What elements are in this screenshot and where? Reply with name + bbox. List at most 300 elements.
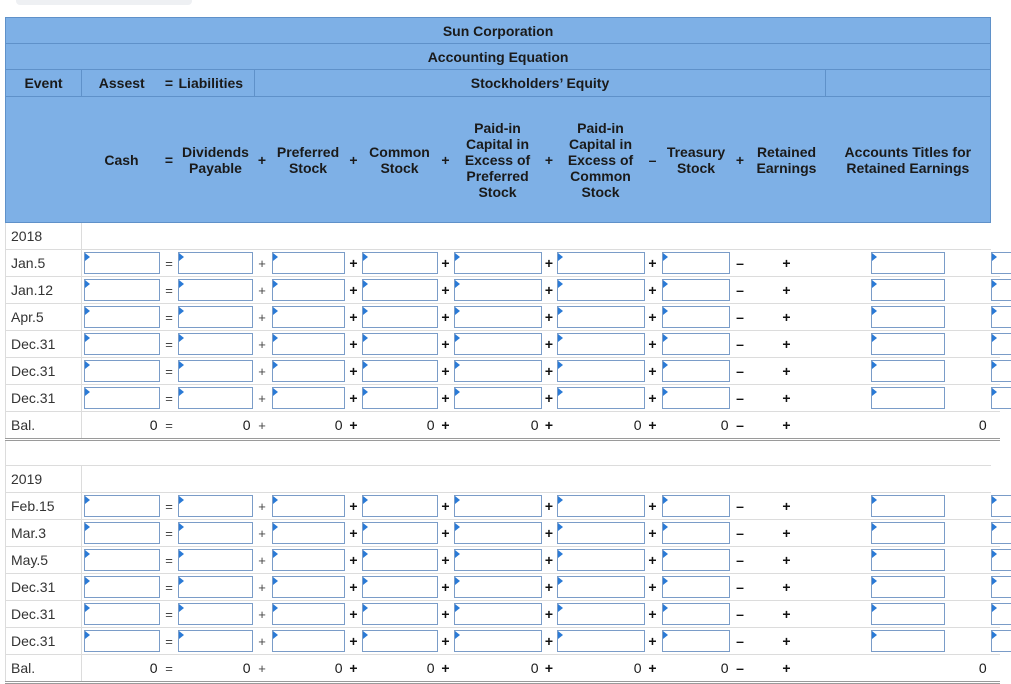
accounts-titles-input[interactable] xyxy=(991,576,1011,598)
pic-common-input[interactable] xyxy=(557,333,645,355)
pic-preferred-input[interactable] xyxy=(454,333,542,355)
accounts-titles-cell xyxy=(991,547,1000,574)
dividends-payable-input[interactable] xyxy=(178,252,253,274)
plus-operator: + xyxy=(439,574,453,601)
cash-cell xyxy=(82,547,162,574)
plus-operator: + xyxy=(347,277,361,304)
treasury-stock-cell xyxy=(660,250,733,277)
pic-preferred-input[interactable] xyxy=(454,522,542,544)
plus-operator: + xyxy=(646,547,660,574)
pic-preferred-input[interactable] xyxy=(454,576,542,598)
plus-operator: + xyxy=(255,304,270,331)
retained-earnings-cell xyxy=(826,250,991,277)
common-stock-input[interactable] xyxy=(362,306,438,328)
pic-preferred-cell xyxy=(453,493,543,520)
cash-cell xyxy=(82,304,162,331)
plus-operator: + xyxy=(439,412,453,440)
plus-operator: + xyxy=(255,493,270,520)
minus-operator: – xyxy=(733,304,748,331)
accounts-titles-balance xyxy=(991,655,1000,683)
pic-common-input[interactable] xyxy=(557,306,645,328)
plus-operator: + xyxy=(748,547,826,574)
pic-common-input[interactable] xyxy=(557,522,645,544)
plus-operator: + xyxy=(543,412,556,440)
equals-operator: = xyxy=(162,331,177,358)
common-stock-input[interactable] xyxy=(362,522,438,544)
dividends-payable-balance: 0 xyxy=(177,412,255,440)
equals-operator: = xyxy=(162,277,177,304)
plus-operator: + xyxy=(748,358,826,385)
plus-operator: + xyxy=(748,385,826,412)
plus-operator: + xyxy=(347,547,361,574)
plus-operator: + xyxy=(255,547,270,574)
pic-common-input[interactable] xyxy=(557,630,645,652)
pic-preferred-input[interactable] xyxy=(454,630,542,652)
treasury-stock-cell xyxy=(660,277,733,304)
year-row xyxy=(6,466,1001,493)
retained-earnings-cell xyxy=(826,574,991,601)
equals-operator: = xyxy=(162,493,177,520)
plus-operator: + xyxy=(439,493,453,520)
common-stock-input[interactable] xyxy=(362,630,438,652)
preferred-stock-cell xyxy=(270,277,347,304)
statement-subtitle: Accounting Equation xyxy=(6,44,991,70)
event-date: Dec.31 xyxy=(6,331,82,358)
accounts-titles-input[interactable] xyxy=(991,306,1011,328)
pic-common-input[interactable] xyxy=(557,360,645,382)
common-stock-input[interactable] xyxy=(362,387,438,409)
cash-balance: 0 xyxy=(82,655,162,683)
treasury-stock-cell xyxy=(660,358,733,385)
pic-common-cell xyxy=(556,520,646,547)
retained-earnings-input[interactable] xyxy=(871,630,945,652)
accounts-titles-input[interactable] xyxy=(991,333,1011,355)
cash-col-header: Cash xyxy=(82,97,162,223)
pic-preferred-header-line: Paid-in xyxy=(474,119,521,136)
retained-earnings-input[interactable] xyxy=(871,549,945,571)
cash-input[interactable] xyxy=(84,360,160,382)
common-stock-input[interactable] xyxy=(362,549,438,571)
event-date: Dec.31 xyxy=(6,385,82,412)
common-stock-cell xyxy=(361,601,439,628)
pic-preferred-cell xyxy=(453,520,543,547)
accounts-titles-input[interactable] xyxy=(991,549,1011,571)
dividends-payable-cell xyxy=(177,304,255,331)
preferred-stock-cell xyxy=(270,358,347,385)
plus-operator: + xyxy=(543,601,556,628)
plus-operator: + xyxy=(255,601,270,628)
plus-operator: + xyxy=(748,655,826,683)
cash-input[interactable] xyxy=(84,333,160,355)
preferred-stock-input[interactable] xyxy=(272,306,345,328)
equals-operator: = xyxy=(162,385,177,412)
treasury-stock-cell xyxy=(660,574,733,601)
preferred-stock-input[interactable] xyxy=(272,576,345,598)
minus-operator: – xyxy=(733,547,748,574)
plus-operator: + xyxy=(255,277,270,304)
accounts-titles-input[interactable] xyxy=(991,603,1011,625)
treasury-stock-input[interactable] xyxy=(662,549,730,571)
plus-operator: + xyxy=(347,628,361,655)
plus-operator: + xyxy=(439,358,453,385)
cash-input[interactable] xyxy=(84,387,160,409)
pic-preferred-input[interactable] xyxy=(454,252,542,274)
minus-operator: – xyxy=(733,412,748,440)
preferred-stock-input[interactable] xyxy=(272,603,345,625)
treasury-stock-cell xyxy=(660,601,733,628)
preferred-stock-cell xyxy=(270,493,347,520)
plus-operator: + xyxy=(748,574,826,601)
equals-operator: = xyxy=(162,628,177,655)
common-stock-cell xyxy=(361,358,439,385)
pic-common-input[interactable] xyxy=(557,387,645,409)
pic-preferred-header-line: Capital in xyxy=(465,135,529,152)
cash-cell xyxy=(82,520,162,547)
minus-operator: – xyxy=(733,520,748,547)
dividends-payable-cell xyxy=(177,250,255,277)
dividends-payable-cell xyxy=(177,493,255,520)
pic-preferred-input[interactable] xyxy=(454,495,542,517)
cash-input[interactable] xyxy=(84,279,160,301)
event-row xyxy=(6,358,1001,385)
dividends-payable-input[interactable] xyxy=(178,630,253,652)
retained-earnings-input[interactable] xyxy=(871,360,945,382)
pic-common-cell xyxy=(556,277,646,304)
dividends-payable-input[interactable] xyxy=(178,495,253,517)
retained-earnings-cell xyxy=(826,628,991,655)
retained-earnings-cell xyxy=(826,547,991,574)
treasury-stock-input[interactable] xyxy=(662,630,730,652)
event-date: Dec.31 xyxy=(6,358,82,385)
plus-operator: + xyxy=(439,331,453,358)
spacer-row xyxy=(6,440,1001,466)
accounts-titles-balance xyxy=(991,412,1000,440)
pic-preferred-cell xyxy=(453,331,543,358)
plus-operator: + xyxy=(255,358,270,385)
cash-input[interactable] xyxy=(84,603,160,625)
dividends-payable-input[interactable] xyxy=(178,279,253,301)
spacer-cell xyxy=(6,440,991,466)
cash-cell xyxy=(82,628,162,655)
plus-operator: + xyxy=(748,250,826,277)
retained-earnings-cell xyxy=(826,601,991,628)
common-stock-header-line: Stock xyxy=(380,159,419,176)
event-row xyxy=(6,331,1001,358)
common-stock-input[interactable] xyxy=(362,495,438,517)
minus-operator: – xyxy=(733,250,748,277)
plus-operator: + xyxy=(255,250,270,277)
dividends-payable-input[interactable] xyxy=(178,522,253,544)
preferred-stock-input[interactable] xyxy=(272,522,345,544)
plus-operator: + xyxy=(748,493,826,520)
accounts-titles-cell xyxy=(991,601,1000,628)
treasury-stock-input[interactable] xyxy=(662,252,730,274)
pic-preferred-cell xyxy=(453,277,543,304)
minus-operator: – xyxy=(733,628,748,655)
plus-operator: + xyxy=(439,601,453,628)
equals-op-header: = xyxy=(162,97,177,223)
minus-operator: – xyxy=(733,358,748,385)
retained-earnings-balance: 0 xyxy=(826,655,991,683)
dividends-payable-header-line: Payable xyxy=(189,159,242,176)
common-stock-input[interactable] xyxy=(362,252,438,274)
pic-common-input[interactable] xyxy=(557,576,645,598)
pic-common-header-line: Excess of xyxy=(567,151,634,168)
preferred-stock-balance: 0 xyxy=(270,412,347,440)
year-label: 2019 xyxy=(6,466,82,493)
plus-operator: + xyxy=(646,358,660,385)
preferred-stock-cell xyxy=(270,250,347,277)
common-stock-input[interactable] xyxy=(362,576,438,598)
preferred-stock-cell xyxy=(270,601,347,628)
year-row xyxy=(6,223,1001,250)
plus-operator: + xyxy=(543,655,556,683)
treasury-stock-input[interactable] xyxy=(662,603,730,625)
dividends-payable-cell xyxy=(177,520,255,547)
accounts-titles-cell xyxy=(991,358,1000,385)
retained-earnings-input[interactable] xyxy=(871,252,945,274)
stockholders-equity-header: Stockholders’ Equity xyxy=(255,70,826,97)
retained-earnings-cell xyxy=(826,331,991,358)
plus-operator: + xyxy=(439,250,453,277)
common-stock-cell xyxy=(361,250,439,277)
treasury-stock-input[interactable] xyxy=(662,495,730,517)
retained-earnings-cell xyxy=(826,493,991,520)
preferred-stock-input[interactable] xyxy=(272,360,345,382)
retained-earnings-input[interactable] xyxy=(871,576,945,598)
equals-operator: = xyxy=(162,358,177,385)
common-stock-input[interactable] xyxy=(362,360,438,382)
common-stock-cell xyxy=(361,628,439,655)
plus-operator: + xyxy=(255,385,270,412)
dividends-payable-input[interactable] xyxy=(178,360,253,382)
plus-operator: + xyxy=(646,628,660,655)
equals-operator: = xyxy=(162,304,177,331)
retained-earnings-cell xyxy=(826,277,991,304)
retained-earnings-header xyxy=(748,97,826,223)
plus-operator: + xyxy=(646,304,660,331)
treasury-stock-input[interactable] xyxy=(662,279,730,301)
minus-op-header: – xyxy=(646,97,660,223)
preferred-stock-cell xyxy=(270,385,347,412)
plus-operator: + xyxy=(439,628,453,655)
retained-earnings-cell xyxy=(826,304,991,331)
plus-operator: + xyxy=(255,520,270,547)
accounting-equation-table xyxy=(5,17,1000,684)
event-row xyxy=(6,574,1001,601)
treasury-stock-input[interactable] xyxy=(662,576,730,598)
pic-common-input[interactable] xyxy=(557,603,645,625)
pic-preferred-cell xyxy=(453,547,543,574)
common-stock-input[interactable] xyxy=(362,603,438,625)
cash-cell xyxy=(82,277,162,304)
minus-operator: – xyxy=(733,385,748,412)
plus-op-header: + xyxy=(347,97,361,223)
plus-op-header: + xyxy=(733,97,748,223)
pic-preferred-input[interactable] xyxy=(454,603,542,625)
retained-earnings-input[interactable] xyxy=(871,495,945,517)
dividends-payable-cell xyxy=(177,358,255,385)
treasury-stock-cell xyxy=(660,331,733,358)
event-row xyxy=(6,547,1001,574)
common-stock-header-line: Common xyxy=(369,143,430,160)
event-row xyxy=(6,304,1001,331)
plus-operator: + xyxy=(439,277,453,304)
dividends-payable-input[interactable] xyxy=(178,306,253,328)
cash-cell xyxy=(82,358,162,385)
preferred-stock-input[interactable] xyxy=(272,279,345,301)
treasury-stock-balance: 0 xyxy=(660,412,733,440)
plus-operator: + xyxy=(439,655,453,683)
event-row xyxy=(6,628,1001,655)
treasury-stock-input[interactable] xyxy=(662,306,730,328)
event-header: Event xyxy=(6,70,82,97)
retained-earnings-input[interactable] xyxy=(871,333,945,355)
retained-earnings-input[interactable] xyxy=(871,279,945,301)
retained-earnings-input[interactable] xyxy=(871,306,945,328)
preferred-stock-balance: 0 xyxy=(270,655,347,683)
treasury-stock-input[interactable] xyxy=(662,333,730,355)
accounts-titles-input[interactable] xyxy=(991,279,1011,301)
accounts-titles-cell xyxy=(991,331,1000,358)
dividends-payable-input[interactable] xyxy=(178,576,253,598)
preferred-stock-cell xyxy=(270,304,347,331)
cash-input[interactable] xyxy=(84,576,160,598)
dividends-payable-cell xyxy=(177,628,255,655)
equals-operator: = xyxy=(162,520,177,547)
treasury-stock-input[interactable] xyxy=(662,522,730,544)
event-date: Apr.5 xyxy=(6,304,82,331)
cash-input[interactable] xyxy=(84,549,160,571)
pic-preferred-balance: 0 xyxy=(453,412,543,440)
accounts-titles-input[interactable] xyxy=(991,522,1011,544)
accounts-titles-header xyxy=(826,97,991,223)
event-date: Dec.31 xyxy=(6,601,82,628)
plus-operator: + xyxy=(347,385,361,412)
minus-operator: – xyxy=(733,601,748,628)
plus-operator: + xyxy=(543,493,556,520)
preferred-stock-input[interactable] xyxy=(272,630,345,652)
pic-common-cell xyxy=(556,304,646,331)
retained-earnings-cell xyxy=(826,520,991,547)
preferred-stock-input[interactable] xyxy=(272,387,345,409)
pic-preferred-input[interactable] xyxy=(454,279,542,301)
minus-operator: – xyxy=(733,331,748,358)
event-row xyxy=(6,601,1001,628)
accounts-titles-input[interactable] xyxy=(991,360,1011,382)
plus-operator: + xyxy=(748,331,826,358)
pic-common-header xyxy=(556,97,646,223)
dividends-payable-cell xyxy=(177,277,255,304)
event-row xyxy=(6,493,1001,520)
preferred-stock-input[interactable] xyxy=(272,495,345,517)
cash-input[interactable] xyxy=(84,630,160,652)
accounts-titles-cell xyxy=(991,574,1000,601)
event-date: Feb.15 xyxy=(6,493,82,520)
dividends-payable-input[interactable] xyxy=(178,549,253,571)
accounts-titles-input[interactable] xyxy=(991,252,1011,274)
plus-operator: + xyxy=(646,655,660,683)
plus-operator: + xyxy=(347,358,361,385)
plus-operator: + xyxy=(543,385,556,412)
accounts-titles-input[interactable] xyxy=(991,630,1011,652)
plus-op-header: + xyxy=(255,97,270,223)
minus-operator: – xyxy=(733,574,748,601)
preferred-stock-input[interactable] xyxy=(272,549,345,571)
plus-operator: + xyxy=(748,520,826,547)
treasury-stock-input[interactable] xyxy=(662,387,730,409)
accounts-titles-cell xyxy=(991,277,1000,304)
preferred-stock-input[interactable] xyxy=(272,252,345,274)
retained-earnings-input[interactable] xyxy=(871,603,945,625)
retained-earnings-input[interactable] xyxy=(871,522,945,544)
equals-operator: = xyxy=(162,574,177,601)
preferred-stock-cell xyxy=(270,520,347,547)
pic-common-header-line: Capital in xyxy=(568,135,632,152)
pic-preferred-input[interactable] xyxy=(454,549,542,571)
plus-operator: + xyxy=(543,547,556,574)
pic-preferred-input[interactable] xyxy=(454,360,542,382)
cash-input[interactable] xyxy=(84,252,160,274)
plus-operator: + xyxy=(347,250,361,277)
balance-label: Bal. xyxy=(6,412,82,440)
accounts-titles-input[interactable] xyxy=(991,495,1011,517)
plus-operator: + xyxy=(543,628,556,655)
cash-input[interactable] xyxy=(84,495,160,517)
pic-preferred-input[interactable] xyxy=(454,387,542,409)
cash-input[interactable] xyxy=(84,522,160,544)
cash-cell xyxy=(82,385,162,412)
preferred-stock-input[interactable] xyxy=(272,333,345,355)
common-stock-input[interactable] xyxy=(362,333,438,355)
plus-operator: + xyxy=(347,331,361,358)
dividends-payable-input[interactable] xyxy=(178,387,253,409)
pic-common-cell xyxy=(556,493,646,520)
plus-operator: + xyxy=(543,304,556,331)
plus-operator: + xyxy=(347,412,361,440)
common-stock-balance: 0 xyxy=(361,412,439,440)
pic-common-input[interactable] xyxy=(557,279,645,301)
pic-common-input[interactable] xyxy=(557,252,645,274)
plus-operator: + xyxy=(347,574,361,601)
common-stock-input[interactable] xyxy=(362,279,438,301)
common-stock-cell xyxy=(361,304,439,331)
plus-operator: + xyxy=(646,277,660,304)
dividends-payable-input[interactable] xyxy=(178,603,253,625)
plus-operator: + xyxy=(439,547,453,574)
pic-common-balance: 0 xyxy=(556,655,646,683)
accounts-titles-cell xyxy=(991,520,1000,547)
preferred-stock-cell xyxy=(270,628,347,655)
preferred-stock-header-line: Stock xyxy=(288,159,328,176)
equals-operator: = xyxy=(162,655,177,683)
common-stock-cell xyxy=(361,331,439,358)
plus-operator: + xyxy=(255,412,270,440)
dividends-payable-input[interactable] xyxy=(178,333,253,355)
pic-preferred-input[interactable] xyxy=(454,306,542,328)
cash-input[interactable] xyxy=(84,306,160,328)
pic-preferred-header-line: Excess of xyxy=(464,151,531,168)
retained-earnings-input[interactable] xyxy=(871,387,945,409)
treasury-stock-input[interactable] xyxy=(662,360,730,382)
treasury-stock-cell xyxy=(660,493,733,520)
plus-operator: + xyxy=(543,574,556,601)
treasury-stock-cell xyxy=(660,547,733,574)
accounts-titles-input[interactable] xyxy=(991,387,1011,409)
common-stock-cell xyxy=(361,520,439,547)
pic-common-input[interactable] xyxy=(557,495,645,517)
pic-common-input[interactable] xyxy=(557,549,645,571)
